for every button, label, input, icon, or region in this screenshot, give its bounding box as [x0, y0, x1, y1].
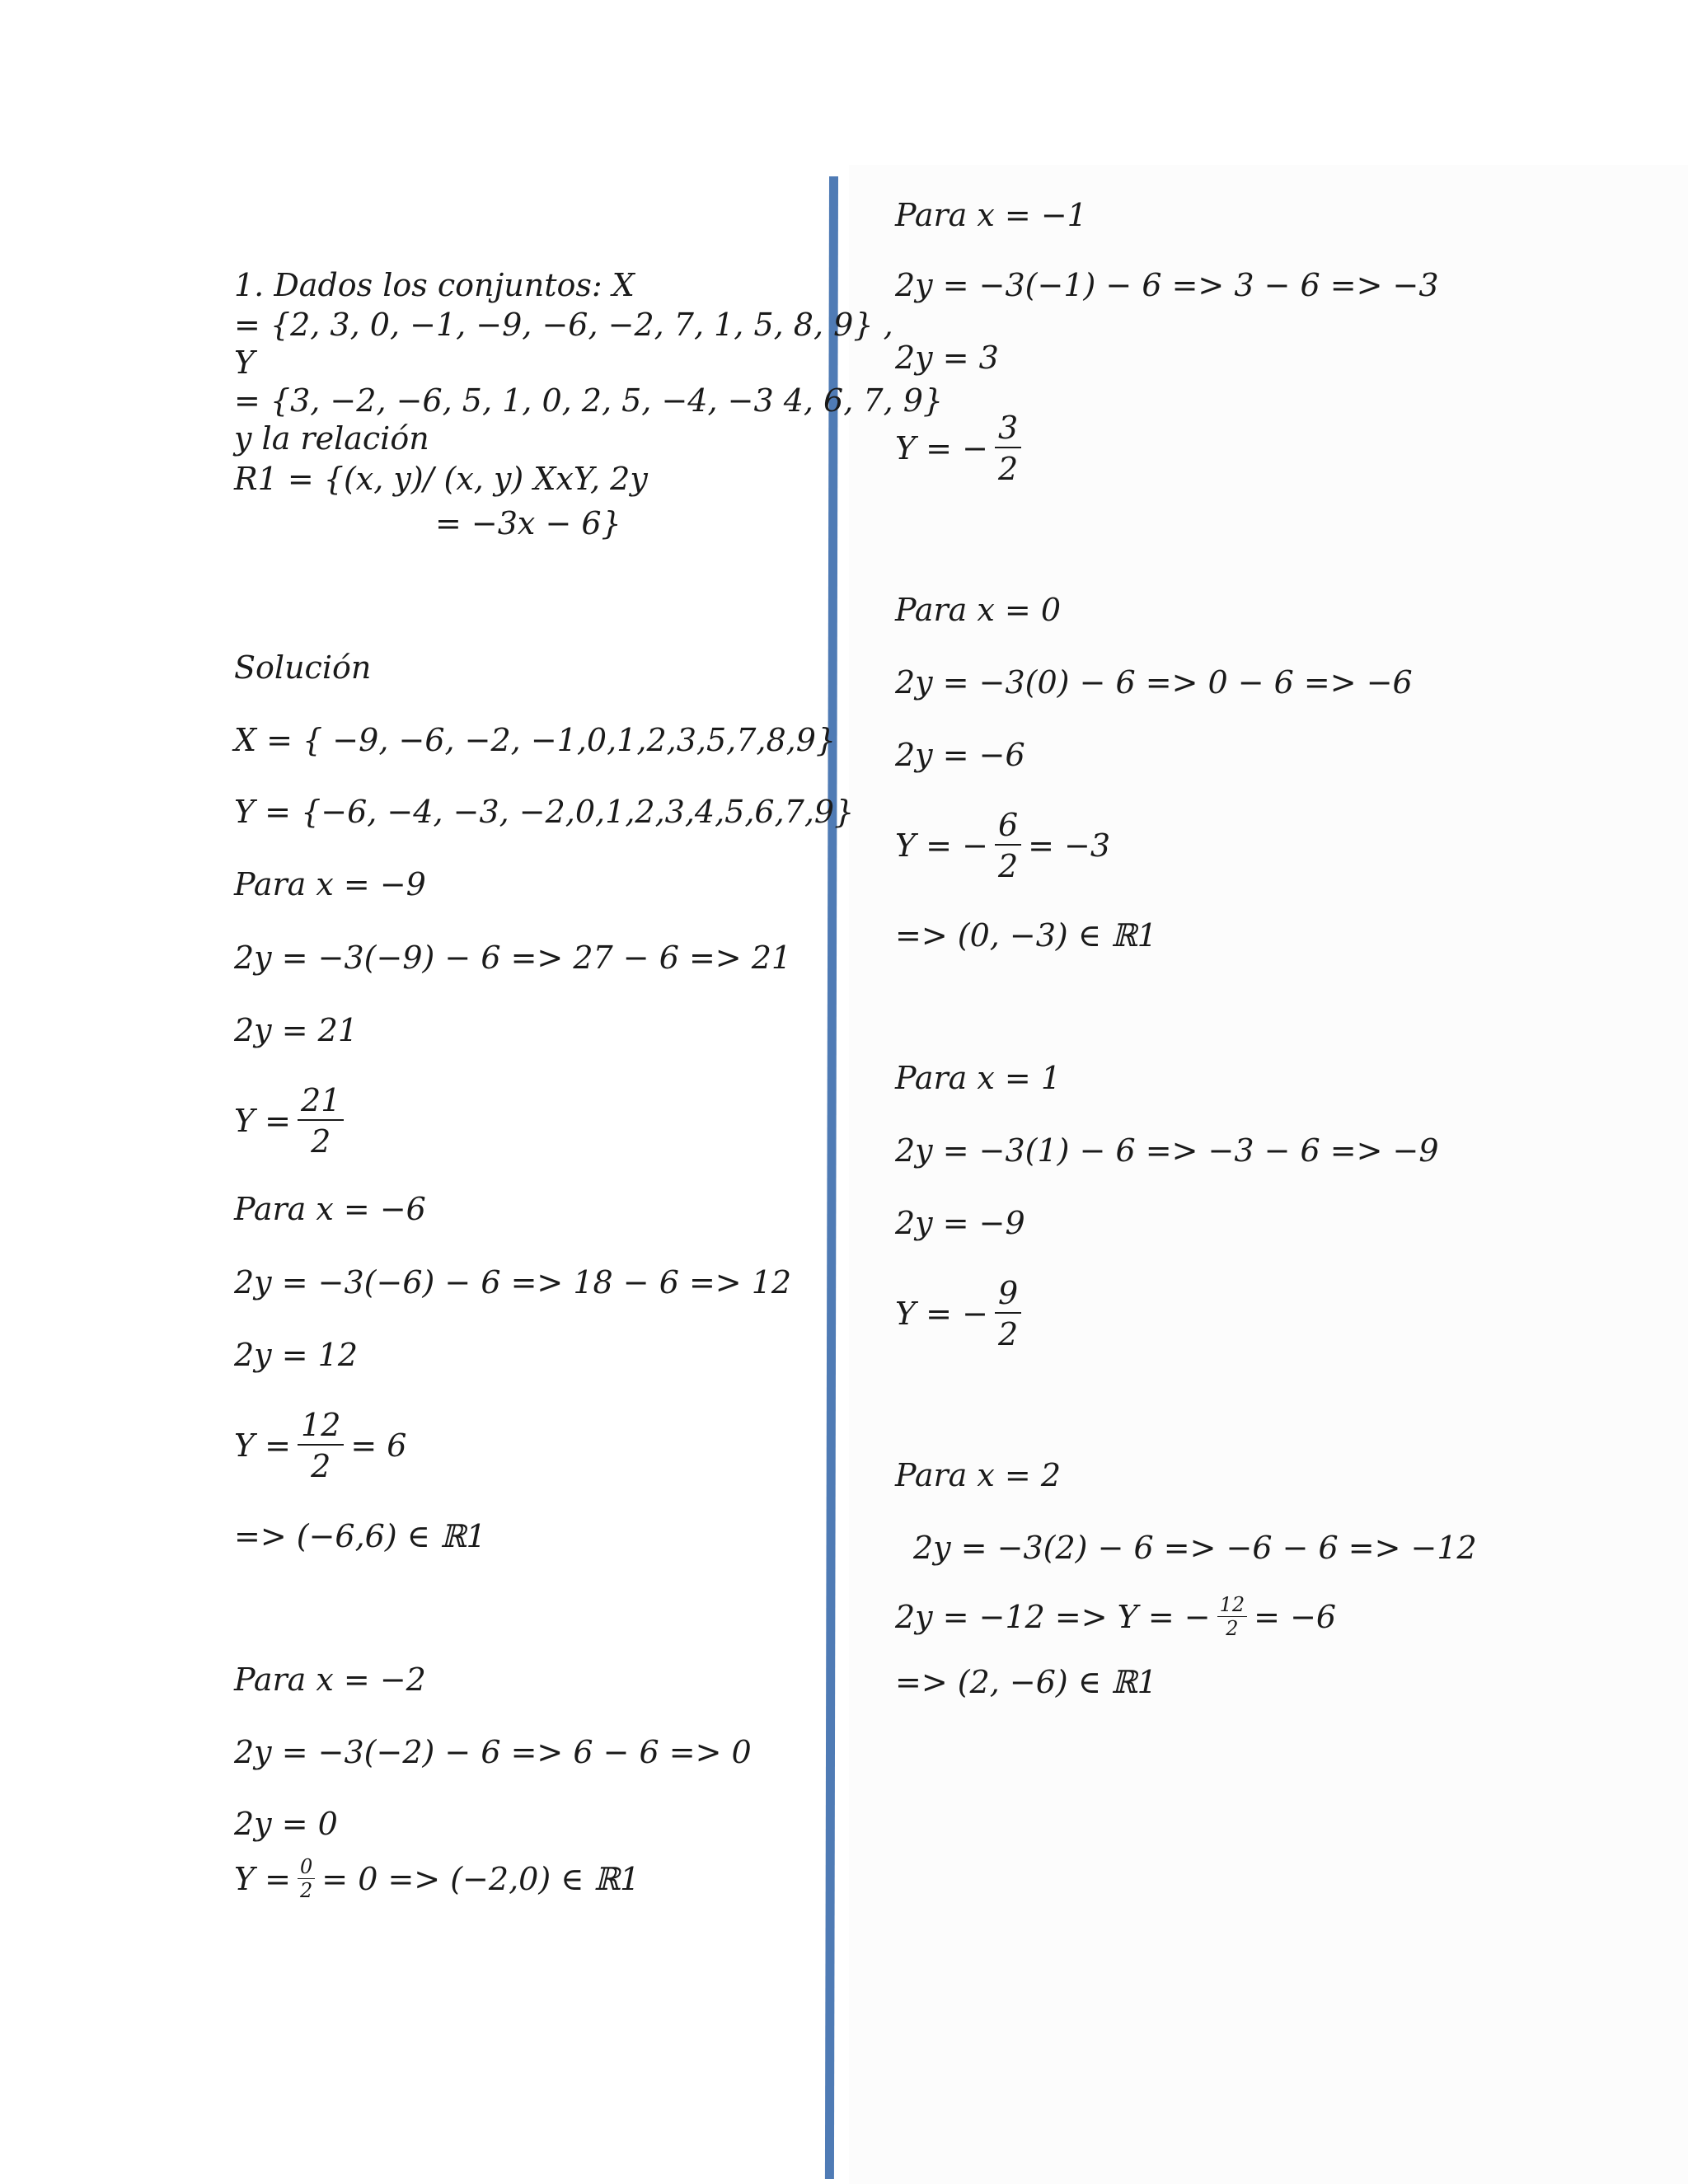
- fraction-denominator: 2: [997, 848, 1019, 884]
- case-2-result: => (2, −6) ∈ ℝ1: [895, 1664, 1157, 1700]
- fraction-denominator: 2: [997, 451, 1019, 487]
- case-1-header: Para x = 1: [895, 1060, 1062, 1096]
- problem-line-6: R1 = {(x, y)/ (x, y) XxY, 2y: [234, 461, 648, 497]
- fraction-numerator: 12: [298, 1409, 344, 1446]
- y-lhs: Y = −: [895, 827, 988, 864]
- case-m1-equation: 2y = −3(−1) − 6 => 3 − 6 => −3: [895, 267, 1439, 303]
- fraction-numerator: 6: [995, 809, 1021, 846]
- case-2-header: Para x = 2: [895, 1457, 1062, 1493]
- case-m6-header: Para x = −6: [234, 1191, 426, 1227]
- y-rhs: = −3: [1028, 827, 1111, 864]
- fraction-denominator: 2: [300, 1879, 313, 1902]
- problem-line-3: Y: [234, 344, 256, 381]
- case-m6-equation-2: 2y = 12: [234, 1337, 358, 1373]
- case-2-y-value: [895, 1595, 1336, 1638]
- y-lhs: Y =: [234, 1860, 292, 1897]
- fraction: [298, 1857, 315, 1900]
- case-0-equation-2: 2y = −6: [895, 737, 1025, 773]
- fraction-numerator: 9: [995, 1277, 1021, 1314]
- fraction-denominator: 2: [311, 1448, 331, 1484]
- fraction-numerator: 21: [298, 1085, 344, 1121]
- case-2-equation: 2y = −3(2) − 6 => −6 − 6 => −12: [913, 1530, 1477, 1566]
- problem-line-1: 1. Dados los conjuntos: X: [234, 267, 635, 303]
- case-m9-equation: 2y = −3(−9) − 6 => 27 − 6 => 21: [234, 940, 792, 976]
- fraction: [995, 1277, 1021, 1350]
- y-lhs: Y = −: [895, 430, 988, 466]
- case-m1-header: Para x = −1: [895, 197, 1087, 233]
- case-m6-y-value: [234, 1409, 406, 1482]
- case-0-result: => (0, −3) ∈ ℝ1: [895, 917, 1157, 954]
- y-lhs: Y = −: [895, 1296, 988, 1332]
- case-m1-equation-2: 2y = 3: [895, 340, 999, 376]
- y-lhs: Y =: [234, 1103, 292, 1139]
- case-1-equation-2: 2y = −9: [895, 1205, 1025, 1241]
- case-m9-equation-2: 2y = 21: [234, 1012, 358, 1048]
- fraction-numerator: 3: [995, 412, 1021, 448]
- fraction: [995, 809, 1021, 882]
- y-rhs: = −6: [1254, 1598, 1337, 1635]
- problem-line-7: = −3x − 6}: [435, 505, 621, 541]
- fraction-denominator: 2: [997, 1316, 1019, 1352]
- column-divider: [825, 176, 838, 2179]
- fraction-denominator: 2: [1226, 1617, 1239, 1640]
- problem-line-4: = {3, −2, −6, 5, 1, 0, 2, 5, −4, −3 4, 6, 7, 9}: [234, 382, 944, 419]
- fraction: [298, 1082, 344, 1160]
- problem-line-2: = {2, 3, 0, −1, −9, −6, −2, 7, 1, 5, 8, 9} ,: [234, 307, 893, 343]
- case-m6-equation: 2y = −3(−6) − 6 => 18 − 6 => 12: [234, 1264, 792, 1301]
- case-m6-result: => (−6,6) ∈ ℝ1: [234, 1518, 486, 1554]
- y-lhs: Y =: [234, 1427, 292, 1464]
- fraction: [298, 1409, 344, 1482]
- fraction-numerator: 12: [1217, 1595, 1248, 1617]
- case-0-equation: 2y = −3(0) − 6 => 0 − 6 => −6: [895, 664, 1413, 701]
- case-1-equation: 2y = −3(1) − 6 => −3 − 6 => −9: [895, 1132, 1439, 1169]
- solution-set-y: Y = {−6, −4, −3, −2,0,1,2,3,4,5,6,7,9}: [234, 794, 855, 830]
- case-0-y-value: [895, 809, 1110, 882]
- case-1-y-value: [895, 1277, 1028, 1350]
- case-m2-header: Para x = −2: [234, 1661, 426, 1698]
- fraction-denominator: 2: [311, 1123, 331, 1160]
- case-m2-equation-2: 2y = 0: [234, 1806, 338, 1842]
- case-m1-y-value: [895, 412, 1028, 485]
- y-rhs: = 0 => (−2,0) ∈ ℝ1: [321, 1860, 640, 1897]
- equation-lhs: 2y = −12 => Y = −: [895, 1598, 1211, 1635]
- solution-title: Solución: [234, 649, 372, 686]
- case-m9-y-value: [234, 1082, 350, 1160]
- case-0-header: Para x = 0: [895, 592, 1062, 628]
- fraction: [1217, 1595, 1248, 1638]
- fraction: [995, 412, 1021, 485]
- solution-set-x: X = { −9, −6, −2, −1,0,1,2,3,5,7,8,9}: [234, 722, 837, 758]
- y-rhs: = 6: [350, 1427, 407, 1464]
- problem-line-5: y la relación: [234, 420, 429, 457]
- fraction-numerator: 0: [298, 1857, 315, 1879]
- case-m2-y-value: [234, 1857, 640, 1900]
- case-m2-equation: 2y = −3(−2) − 6 => 6 − 6 => 0: [234, 1734, 752, 1770]
- case-m9-header: Para x = −9: [234, 866, 426, 902]
